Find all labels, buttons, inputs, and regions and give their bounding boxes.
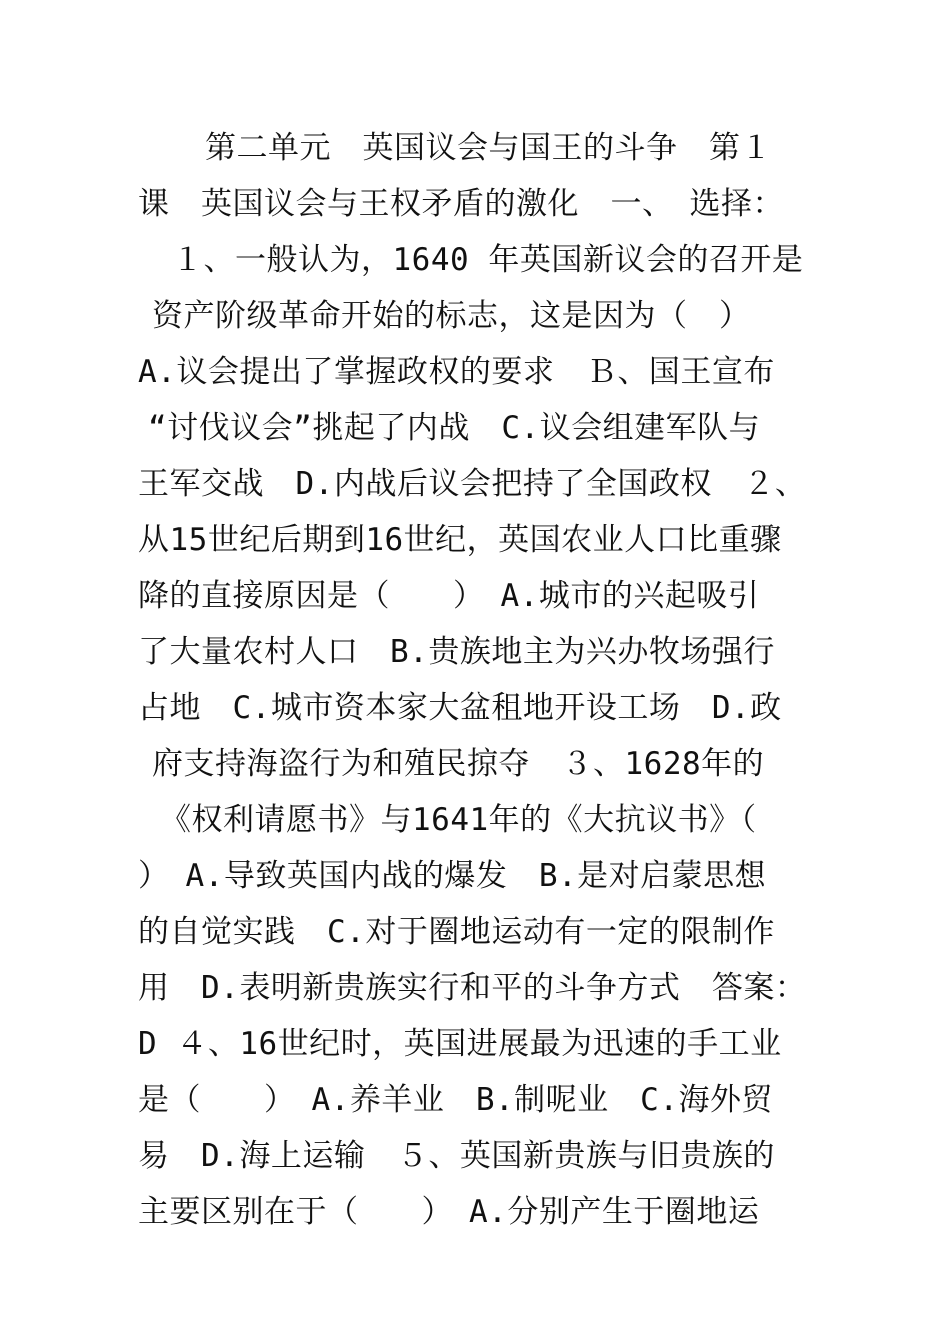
text-line-20: 主要区别在于（ ） A.分别产生于圈地运 <box>138 1194 760 1230</box>
text-line-11: 占地 C.城市资本家大盆租地开设工场 D.政 <box>138 690 782 726</box>
text-line-4: 资产阶级革命开始的标志，这是因为（ ） <box>152 298 751 334</box>
text-line-5: A.议会提出了掌握政权的要求 Ｂ、国王宣布 <box>138 354 775 390</box>
text-line-16: 用 D.表明新贵族实行和平的斗争方式 答案： <box>138 970 807 1006</box>
text-line-2: 课 英国议会与王权矛盾的激化 一、 选择： <box>138 186 784 222</box>
text-line-10: 了大量农村人口 B.贵族地主为兴办牧场强行 <box>138 634 775 670</box>
text-line-15: 的自觉实践 C.对于圈地运动有一定的限制作 <box>138 914 775 950</box>
text-line-14: ） A.导致英国内战的爆发 B.是对启蒙思想 <box>138 858 767 894</box>
text-line-9: 降的直接原因是（ ） A.城市的兴起吸引 <box>138 578 760 614</box>
text-line-6: “讨伐议会”挑起了内战 C.议会组建军队与 <box>148 410 761 446</box>
text-line-1: 第二单元 英国议会与国王的斗争 第１ <box>205 130 772 166</box>
text-line-3: １、一般认为，1640 年英国新议会的召开是 <box>172 242 804 278</box>
text-line-13: 《权利请愿书》与1641年的《大抗议书》（ <box>160 802 757 838</box>
text-line-12: 府支持海盗行为和殖民掠夺 ３、1628年的 <box>152 746 765 782</box>
text-line-19: 易 D.海上运输 ５、英国新贵族与旧贵族的 <box>138 1138 775 1174</box>
text-line-7: 王军交战 D.内战后议会把持了全国政权 ２、 <box>138 466 807 502</box>
text-line-18: 是（ ） A.养羊业 B.制呢业 C.海外贸 <box>138 1082 773 1118</box>
text-line-8: 从15世纪后期到16世纪，英国农业人口比重骤 <box>138 522 782 558</box>
text-line-17: D ４、16世纪时，英国进展最为迅速的手工业 <box>138 1026 782 1062</box>
